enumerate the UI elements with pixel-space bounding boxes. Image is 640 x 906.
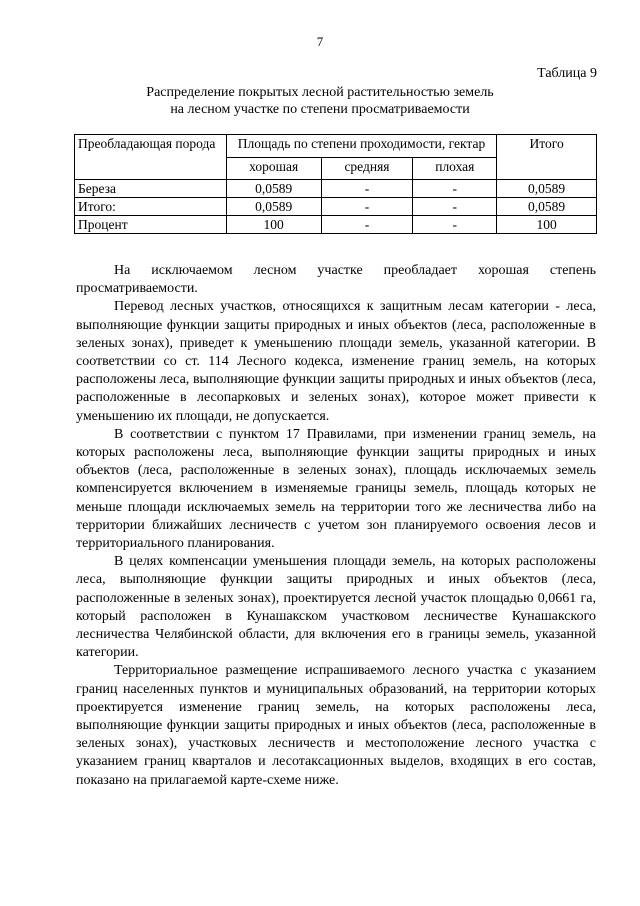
table-title-line-1: Распределение покрытых лесной растительностью земель — [146, 85, 494, 100]
cell-medium: - — [321, 198, 413, 216]
table-title-line-2: на лесном участке по степени просматриваемости — [170, 102, 470, 117]
cell-total: 0,0589 — [497, 198, 597, 216]
cell-good: 0,0589 — [226, 198, 321, 216]
cell-total: 0,0589 — [497, 180, 597, 198]
cell-poor: - — [413, 180, 497, 198]
table-title — [0, 84, 640, 118]
visibility-table — [74, 134, 597, 234]
paragraph: Территориальное размещение испрашиваемого лесного участка с указанием границ населенных пунктов и муниципальных образований, на территории которых проектируется изменение границ земель, на которых расположены леса, выполняющие функции защиты природных и иных объектов (леса, расположенные в зеленых зонах), участковых лесничеств и местоположение лесного участка с указанием границ кварталов и лесотаксационных выделов, входящих в его состав, показано на прилагаемой карте-схеме ниже. — [76, 663, 596, 788]
paragraph: Перевод лесных участков, относящихся к защитным лесам категории - леса, выполняющие функции защиты природных и иных объектов (леса, расположенные в зеленых зонах), приведет к уменьшению площади земель, указанной категории. В соответствии со ст. 114 Лесного кодекса, изменение границ земель, на которых расположены леса, выполняющие функции защиты природных и иных объектов (леса, расположенные в лесопарковых и зеленых зонах), которое может привести к уменьшению их площади, не допускается. — [76, 299, 596, 424]
header-medium: средняя — [321, 157, 413, 180]
table-row — [75, 216, 597, 234]
cell-poor: - — [413, 198, 497, 216]
cell-good: 100 — [226, 216, 321, 234]
header-breed: Преобладающая порода — [75, 135, 227, 180]
cell-medium: - — [321, 180, 413, 198]
table-label: Таблица 9 — [537, 66, 597, 81]
paragraph: В целях компенсации уменьшения площади земель, на которых расположены леса, выполняющие функции защиты природных и иных объектов (леса, расположенные в зеленых зонах), проектируется лесной участок площадью 0,0661 га, который расположен в Кунашакском участковом лесничестве Кунашакского лесничества Челябинской области, для включения его в границы земель, указанной категории. — [76, 554, 596, 661]
header-total: Итого — [497, 135, 597, 180]
cell-poor: - — [413, 216, 497, 234]
cell-name: Береза — [75, 180, 227, 198]
header-good: хорошая — [226, 157, 321, 180]
table-row — [75, 198, 597, 216]
body-text — [76, 262, 596, 790]
cell-total: 100 — [497, 216, 597, 234]
cell-name: Процент — [75, 216, 227, 234]
cell-medium: - — [321, 216, 413, 234]
paragraph: На исключаемом лесном участке преобладает хорошая степень просматриваемости. — [76, 263, 596, 297]
table-row — [75, 180, 597, 198]
header-poor: плохая — [413, 157, 497, 180]
table-header-row — [75, 135, 597, 158]
paragraph: В соответствии с пунктом 17 Правилами, при изменении границ земель, на которых расположены леса, выполняющие функции защиты природных и иных объектов (леса, расположенные в зеленых зонах), площадь исключаемых земель компенсируется включением в изменяемые границы земель, площадь которых не меньше площади исключаемых земель на территории того же лесничества либо на территории ближайших лесничеств с учетом зон планируемого освоения лесов и территориального планирования. — [76, 426, 596, 552]
cell-name: Итого: — [75, 198, 227, 216]
header-area: Площадь по степени проходимости, гектар — [226, 135, 496, 158]
cell-good: 0,0589 — [226, 180, 321, 198]
page-number: 7 — [316, 34, 324, 49]
